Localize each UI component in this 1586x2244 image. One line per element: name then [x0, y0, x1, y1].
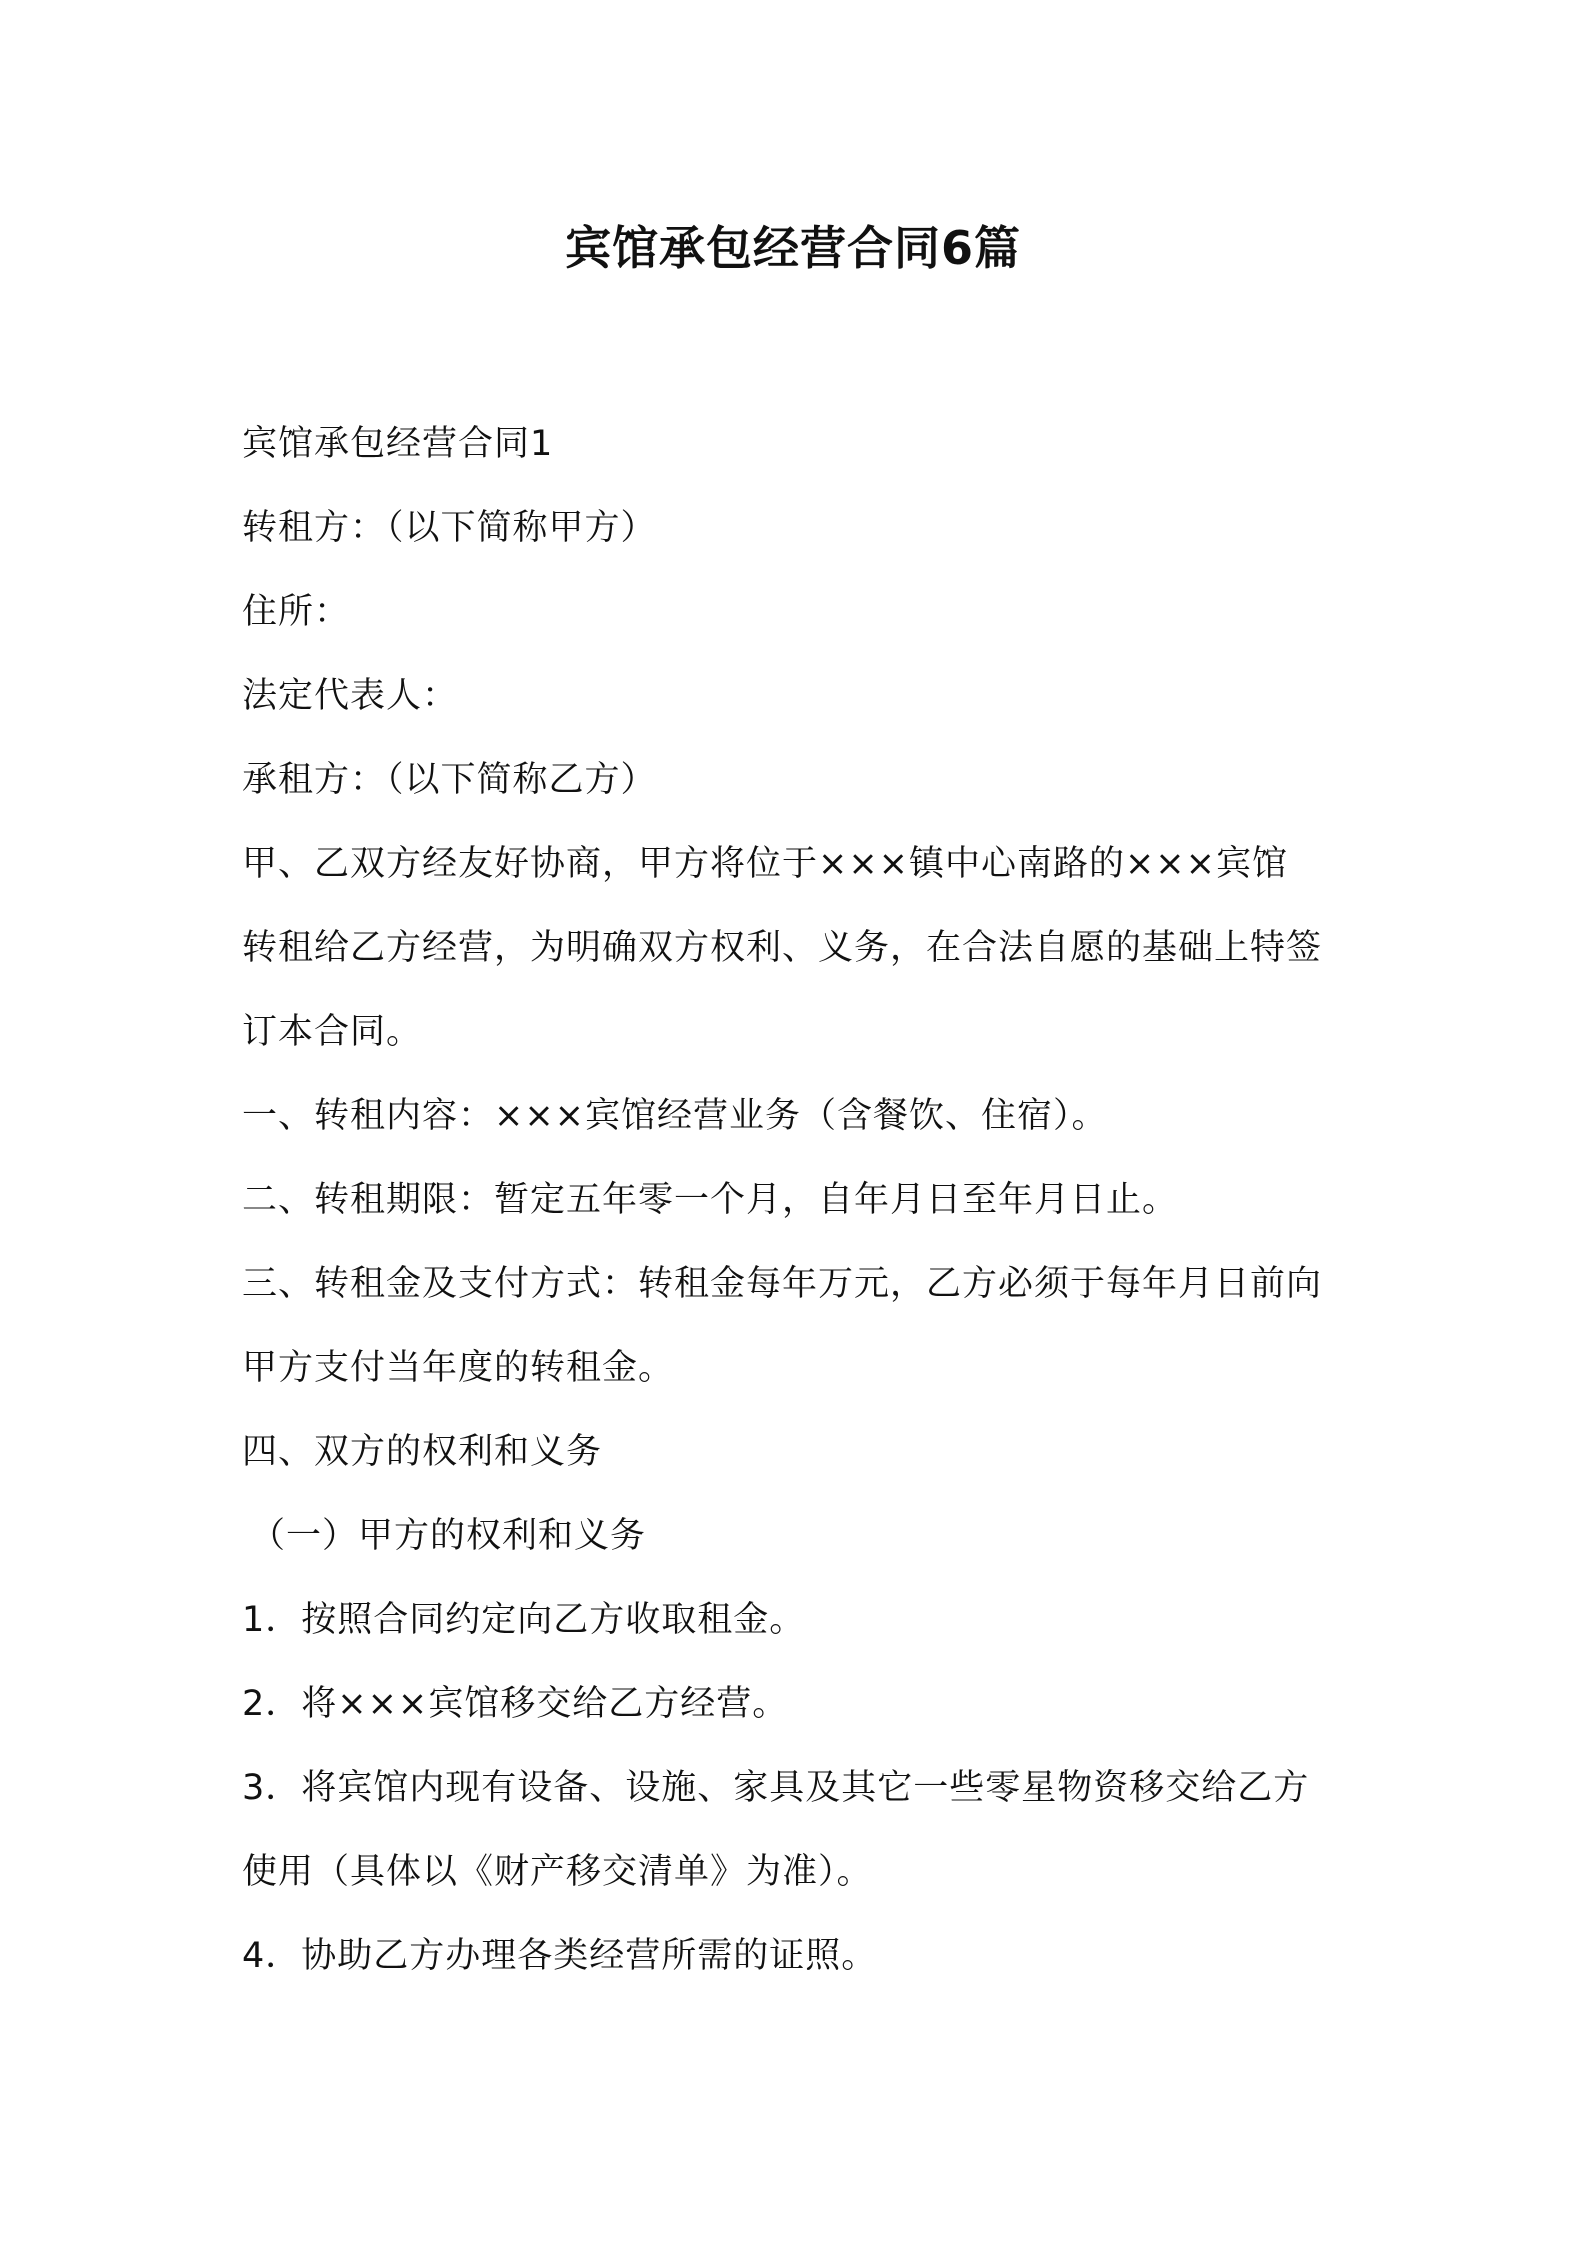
clause-line: 二、转租期限：暂定五年零一个月，自年月日至年月日止。 [242, 1180, 1179, 1220]
paragraph-line: 订本合同。 [242, 1012, 423, 1052]
section-heading: 宾馆承包经营合同1 [242, 424, 554, 464]
list-item: 1．按照合同约定向乙方收取租金。 [242, 1600, 806, 1640]
subclause-heading: （一）甲方的权利和义务 [250, 1516, 647, 1556]
paragraph-line: 转租给乙方经营，为明确双方权利、义务，在合法自愿的基础上特签 [242, 928, 1323, 968]
list-item: 2．将×××宾馆移交给乙方经营。 [242, 1684, 789, 1724]
clause-line: 四、双方的权利和义务 [242, 1432, 603, 1472]
list-item: 4．协助乙方办理各类经营所需的证照。 [242, 1936, 878, 1976]
clause-line: 一、转租内容：×××宾馆经营业务（含餐饮、住宿）。 [242, 1096, 1108, 1136]
list-item: 使用（具体以《财产移交清单》为准）。 [242, 1852, 873, 1892]
legal-representative-line: 法定代表人： [242, 676, 459, 716]
lessee-line: 承租方：（以下简称乙方） [242, 760, 657, 800]
clause-line: 甲方支付当年度的转租金。 [242, 1348, 675, 1388]
address-line: 住所： [242, 592, 351, 632]
clause-line: 三、转租金及支付方式：转租金每年万元，乙方必须于每年月日前向 [242, 1264, 1323, 1304]
list-item: 3．将宾馆内现有设备、设施、家具及其它一些零星物资移交给乙方 [242, 1768, 1310, 1808]
paragraph-line: 甲、乙双方经友好协商，甲方将位于×××镇中心南路的×××宾馆 [242, 844, 1288, 884]
lessor-line: 转租方：（以下简称甲方） [242, 508, 657, 548]
document-body [242, 402, 1362, 1998]
document-title: 宾馆承包经营合同6篇 [564, 221, 1021, 275]
